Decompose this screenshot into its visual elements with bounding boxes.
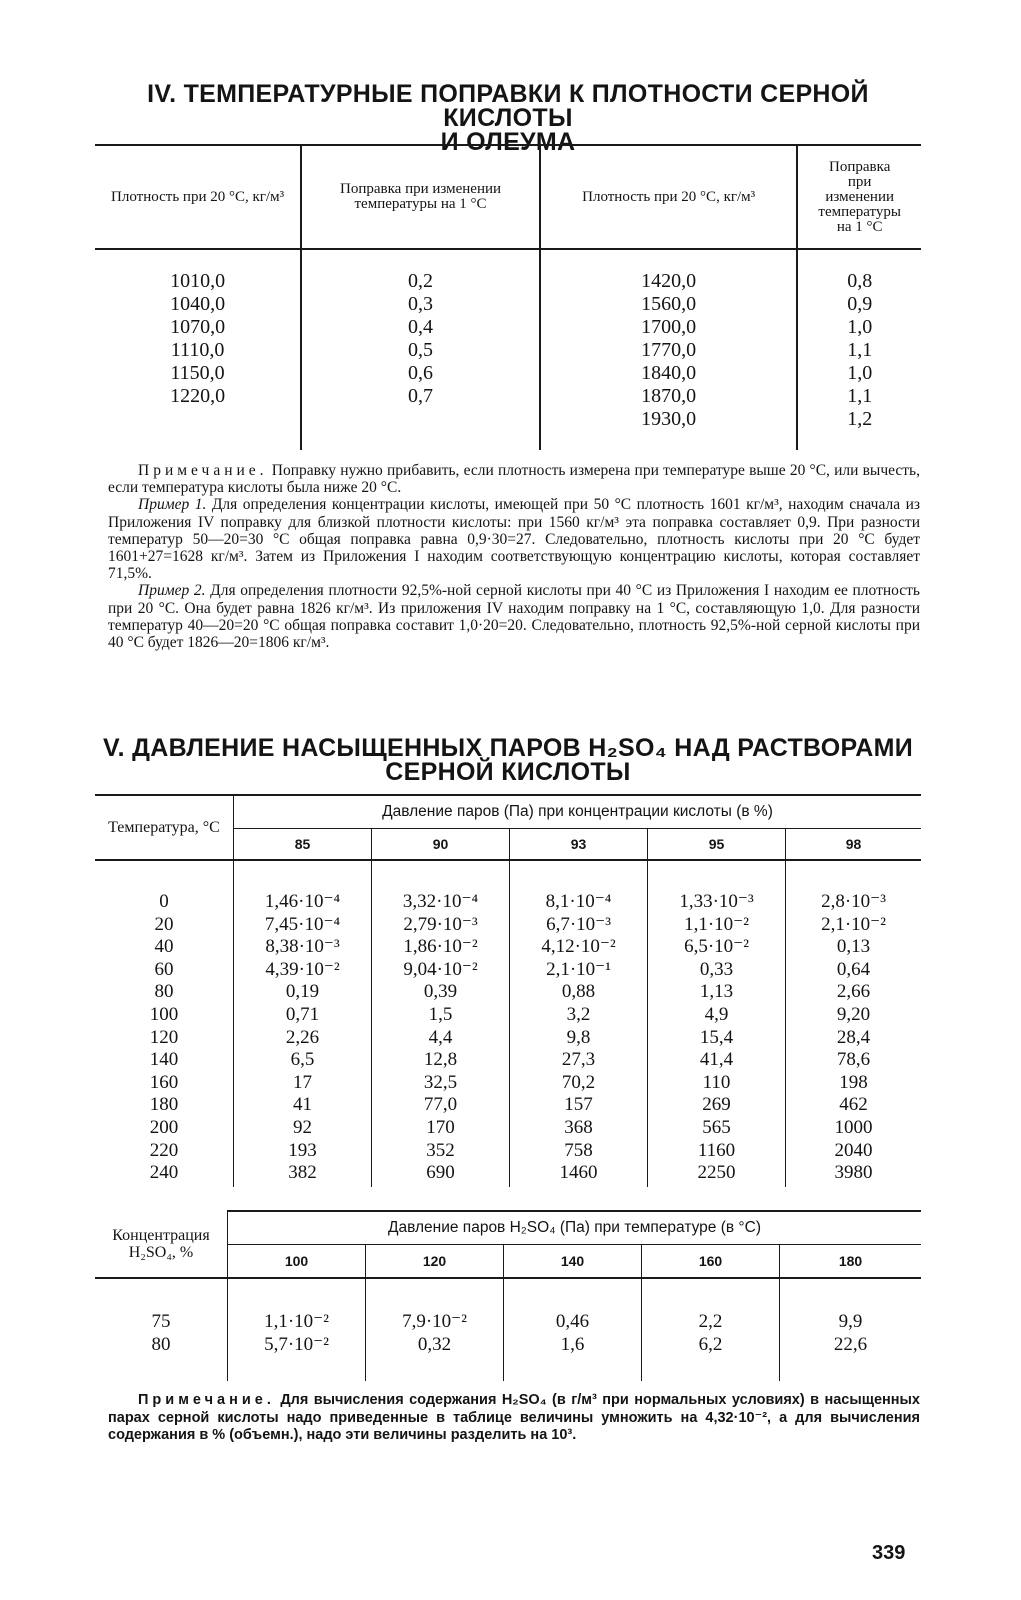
column-concentration [95, 1278, 228, 1381]
column-85 [234, 860, 372, 1187]
table-cell: 120 [149, 1026, 179, 1048]
table-cell: 1,6 [560, 1333, 585, 1355]
table-cell: 1,1·10⁻² [264, 1311, 329, 1332]
table-cell: 9,04·10⁻² [403, 958, 478, 980]
table-cell: 382 [288, 1162, 317, 1184]
example-1-label: Пример 1. [138, 496, 207, 514]
table-cell: 20 [154, 913, 174, 935]
subheader-95: 95 [648, 829, 786, 861]
table-cell: 2040 [834, 1139, 873, 1161]
section-4-title-line2: И ОЛЕУМА [440, 128, 576, 156]
column-120 [366, 1278, 504, 1381]
table-cell: 0,7 [408, 385, 434, 407]
column-98 [786, 860, 922, 1187]
subheader-93: 93 [510, 829, 648, 861]
table-cell: 0,71 [285, 1003, 320, 1025]
table-cell: 2,79·10⁻³ [403, 913, 478, 935]
column-correction-1 [301, 249, 540, 450]
table-cell: 7,9·10⁻² [402, 1311, 467, 1332]
table-cell: 1,1 [847, 385, 873, 407]
table-cell: 22,6 [833, 1333, 868, 1355]
table-cell: 60 [154, 958, 174, 980]
table-cell: 180 [149, 1094, 179, 1116]
column-density-2 [540, 249, 797, 450]
table-cell: 1,1·10⁻² [684, 913, 749, 935]
table-cell: 690 [426, 1162, 455, 1184]
subheader-120: 120 [366, 1245, 504, 1279]
page-number: 339 [872, 1542, 906, 1564]
table-cell: 1460 [559, 1162, 598, 1184]
table-cell: 0,19 [285, 981, 320, 1003]
subheader-85: 85 [234, 829, 372, 861]
table-cell: 1930,0 [641, 408, 697, 430]
table-cell: 0 [159, 891, 169, 912]
table-cell: 0,46 [555, 1311, 590, 1332]
table-cell: 12,8 [423, 1049, 458, 1071]
table-cell: 4,4 [428, 1026, 453, 1048]
header-density-2: Плотность при 20 °С, кг/м³ [540, 145, 797, 249]
table-header-row [95, 795, 921, 829]
vapor-pressure-by-concentration-table [95, 794, 921, 1187]
table-cell: 2,1·10⁻² [821, 913, 886, 935]
table-cell: 198 [839, 1071, 868, 1093]
table-cell: 0,8 [847, 270, 873, 292]
vapor-pressure-by-temperature-table [95, 1210, 921, 1381]
table-cell: 110 [702, 1071, 731, 1093]
table-cell: 3,32·10⁻⁴ [402, 891, 479, 912]
table-cell: 9,20 [836, 1003, 871, 1025]
table-cell: 1,33·10⁻³ [679, 891, 754, 912]
note-paragraph [108, 1392, 920, 1445]
table-cell: 0,33 [699, 958, 734, 980]
table-cell: 5,7·10⁻² [264, 1333, 329, 1355]
table-cell: 157 [564, 1094, 593, 1116]
table-cell: 41 [293, 1094, 312, 1116]
table-cell: 0,32 [417, 1333, 452, 1355]
table-cell: 1840,0 [641, 362, 697, 384]
note-paragraph [108, 462, 920, 496]
table-cell: 1220,0 [170, 385, 226, 407]
table-cell: 0,6 [408, 362, 434, 384]
section-5-title-line1: V. ДАВЛЕНИЕ НАСЫЩЕННЫХ ПАРОВ H₂SO₄ НАД РАСТВОРАМИ [102, 734, 914, 762]
table-cell: 15,4 [699, 1026, 734, 1048]
table-cell: 1420,0 [641, 270, 697, 292]
table-cell: 6,2 [698, 1333, 723, 1355]
table-cell: 32,5 [423, 1071, 458, 1093]
header-correction-2: Поправка при изменении температуры на 1 °С [797, 145, 921, 249]
column-93 [510, 860, 648, 1187]
table-cell: 1,0 [847, 362, 873, 384]
note-label: Примечание. [138, 462, 268, 479]
table-header-row [95, 1211, 921, 1245]
table-cell: 1,2 [847, 408, 873, 430]
table-cell: 41,4 [699, 1049, 734, 1071]
section-5-note [108, 1392, 920, 1445]
note-text: Для вычисления содержания H₂SO₄ (в г/м³ при нормальных условиях) в насыщенных парах серной кислоты надо приведенные в таблице величины умножить на 4,32·10⁻², а для вычисления содержания в % (объемн.), надо эти величины разделить на 10³. [108, 1392, 920, 1443]
table-cell: 0,4 [408, 316, 434, 338]
table-cell: 0,64 [836, 958, 871, 980]
column-correction-2 [797, 249, 921, 450]
header-temperature: Температура, °С [95, 795, 234, 860]
example-2-label: Пример 2. [138, 582, 206, 600]
table-cell: 75 [151, 1311, 171, 1332]
table-cell: 8,38·10⁻³ [265, 936, 340, 958]
table-cell: 2250 [697, 1162, 736, 1184]
table-cell: 2,8·10⁻³ [821, 891, 886, 912]
table-header-row [95, 145, 921, 249]
subheader-180: 180 [780, 1245, 922, 1279]
table-cell: 1870,0 [641, 385, 697, 407]
table-cell: 78,6 [836, 1049, 871, 1071]
table-cell: 1,1 [847, 339, 873, 361]
header-correction-1: Поправка при изменении температуры на 1 °С [301, 145, 540, 249]
table-cell: 9,8 [566, 1026, 591, 1048]
section-4-notes [108, 462, 920, 651]
table-cell: 8,1·10⁻⁴ [545, 891, 612, 912]
table-cell: 462 [839, 1094, 868, 1116]
section-4-title-line1: IV. ТЕМПЕРАТУРНЫЕ ПОПРАВКИ К ПЛОТНОСТИ СЕРНОЙ КИСЛОТЫ [147, 80, 869, 132]
subheader-90: 90 [372, 829, 510, 861]
table-cell: 1,5 [428, 1003, 453, 1025]
table-cell: 6,5·10⁻² [684, 936, 749, 958]
table-cell: 1,0 [847, 316, 873, 338]
table-cell: 200 [149, 1116, 179, 1138]
table-cell: 1,46·10⁻⁴ [264, 891, 341, 912]
table-cell: 4,39·10⁻² [265, 958, 340, 980]
note-label: Примечание. [138, 1392, 275, 1408]
table-cell: 1070,0 [170, 316, 226, 338]
note-text: Поправку нужно прибавить, если плотность измерена при температуре выше 20 °С, или вычесть, если температура кислоты была ниже 20 °С. [108, 462, 921, 497]
table-cell: 0,3 [408, 293, 434, 315]
density-correction-table [95, 144, 921, 450]
table-cell: 0,2 [408, 270, 434, 292]
table-cell: 140 [149, 1049, 179, 1071]
table-cell: 1770,0 [641, 339, 697, 361]
table-cell: 17 [293, 1071, 312, 1093]
table-cell: 2,1·10⁻¹ [546, 958, 611, 980]
table-cell: 758 [564, 1139, 593, 1161]
table-cell: 70,2 [561, 1071, 596, 1093]
column-180 [780, 1278, 922, 1381]
example-1-text: Для определения концентрации кислоты, имеющей при 50 °С плотность 1601 кг/м³, находим сначала из Приложения IV поправку для близкой плотности кислоты: при 1560 кг/м³ эта поправка составляет 0,9. При разности температур 50—20=30 °С общая поправка равна 0,9·30=27. Следовательно, плотность кислоты при 20 °С будет 1601+27=1628 кг/м³. Затем из Приложения I находим соответствующую концентрацию кислоты, которая составляет 71,5%. [108, 496, 921, 583]
header-density-1: Плотность при 20 °С, кг/м³ [95, 145, 301, 249]
table-cell: 170 [426, 1116, 455, 1138]
header-concentration: Концентрация H₂SO₄, % [95, 1211, 228, 1278]
table-cell: 1010,0 [170, 270, 226, 292]
table-cell: 1700,0 [641, 316, 697, 338]
table-cell: 1560,0 [641, 293, 697, 315]
table-body-row [95, 1278, 921, 1381]
table-cell: 0,5 [408, 339, 434, 361]
table-cell: 100 [149, 1003, 179, 1025]
section-5-title [95, 736, 921, 784]
table-body-row [95, 860, 921, 1187]
table-cell: 1000 [834, 1116, 873, 1138]
header-pressure-group: Давление паров H₂SO₄ (Па) при температуре (в °С) [228, 1211, 922, 1245]
table-cell: 2,26 [285, 1026, 320, 1048]
table-cell: 3980 [834, 1162, 873, 1184]
subheader-100: 100 [228, 1245, 366, 1279]
example-2-text: Для определения плотности 92,5%-ной серной кислоты при 40 °С из Приложения I находим ее плотность при 20 °С. Она будет равна 1826 кг/м³. Из приложения IV находим поправку на 1 °С, составляющую 1,0. Для разности температур 40—20=20 °С общая поправка составит 1,0·20=20. Следовательно, плотность 92,5%-ной серной кислоты при 40 °С будет 1826—20=1806 кг/м³. [108, 582, 921, 652]
table-cell: 80 [154, 981, 174, 1003]
table-cell: 0,88 [561, 981, 596, 1003]
table-cell: 3,2 [566, 1003, 591, 1025]
table-body-row [95, 249, 921, 450]
column-100 [228, 1278, 366, 1381]
table-cell: 0,13 [836, 936, 871, 958]
section-5-title-line2: СЕРНОЙ КИСЛОТЫ [385, 758, 631, 786]
column-95 [648, 860, 786, 1187]
column-temperature [95, 860, 234, 1187]
table-cell: 6,5 [290, 1049, 315, 1071]
table-cell: 1,86·10⁻² [403, 936, 478, 958]
table-cell: 40 [154, 936, 174, 958]
header-pressure-group: Давление паров (Па) при концентрации кислоты (в %) [234, 795, 922, 829]
table-cell: 77,0 [423, 1094, 458, 1116]
table-cell: 6,7·10⁻³ [546, 913, 611, 935]
table-cell: 1150,0 [170, 362, 225, 384]
table-cell: 27,3 [561, 1049, 596, 1071]
table-cell: 240 [149, 1162, 179, 1184]
table-cell: 1040,0 [170, 293, 226, 315]
table-cell: 7,45·10⁻⁴ [264, 913, 341, 935]
table-cell: 28,4 [836, 1026, 871, 1048]
table-cell: 1110,0 [170, 339, 225, 361]
table-cell: 220 [149, 1139, 179, 1161]
table-cell: 565 [702, 1116, 731, 1138]
table-cell: 2,66 [836, 981, 871, 1003]
subheader-98: 98 [786, 829, 922, 861]
table-cell: 4,12·10⁻² [541, 936, 616, 958]
table-cell: 1,13 [699, 981, 734, 1003]
column-density-1 [95, 249, 301, 450]
table-cell: 2,2 [698, 1311, 723, 1332]
subheader-160: 160 [642, 1245, 780, 1279]
column-140 [504, 1278, 642, 1381]
example-1-paragraph [108, 496, 920, 582]
table-cell: 193 [288, 1139, 317, 1161]
table-cell: 0,39 [423, 981, 458, 1003]
table-cell: 9,9 [838, 1311, 863, 1332]
table-cell: 80 [151, 1333, 171, 1355]
table-cell: 368 [564, 1116, 593, 1138]
table-cell: 0,9 [847, 293, 873, 315]
table-cell: 1160 [697, 1139, 736, 1161]
column-90 [372, 860, 510, 1187]
table-cell: 269 [702, 1094, 731, 1116]
table-cell: 352 [426, 1139, 455, 1161]
table-cell: 92 [293, 1116, 312, 1138]
column-160 [642, 1278, 780, 1381]
subheader-140: 140 [504, 1245, 642, 1279]
table-cell: 4,9 [704, 1003, 729, 1025]
example-2-paragraph [108, 582, 920, 651]
table-cell: 160 [149, 1071, 179, 1093]
